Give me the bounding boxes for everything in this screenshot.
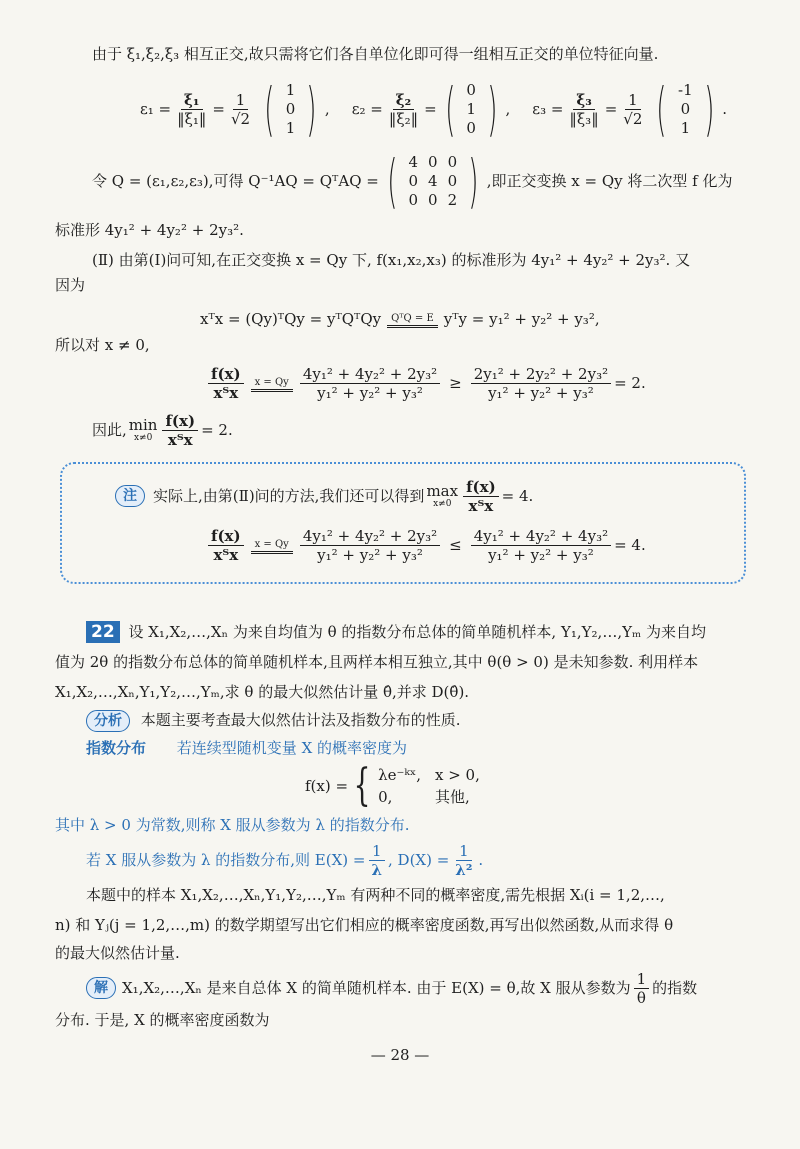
- exp-dist-line: 指数分布 若连续型随机变量 X 的概率密度为: [86, 739, 408, 757]
- moments-line: 若 X 服从参数为 λ 的指数分布,则 E(X) = $\frac{1}{\lambda}$ , D(X) = $\frac{1}{\text{λ²}}$ .: [86, 841, 484, 879]
- unit-vectors-formula: ε₁ = $\frac{\text{ξ₁}}{\text{‖ξ₁‖}}$ = $\frac{1}{√2}$ ( 1 0 1 ) , ε₂ = $\frac{\text{ξ₂}}{\text{‖ξ₂‖}}$ = ( 0 1 0 ) , ε₃ = $\frac{\text{ξ₃}}{\text{‖ξ₃‖}}$ = $\frac{1}{√2}$ ( -1 0 1 ) .: [140, 75, 728, 143]
- eps3-coef: $\frac{1}{√2}$: [623, 90, 643, 128]
- page-number: — 28 —: [370, 1046, 430, 1064]
- exp-dist-title: 指数分布: [86, 739, 147, 757]
- eps1-label: ε₁ =: [140, 100, 172, 118]
- eps2-fraction: $\frac{\text{ξ₂}}{\text{‖ξ₂‖}}$: [388, 90, 419, 128]
- question-22-line2: 值为 2θ 的指数分布总体的简单随机样本,且两样本相互独立,其中 θ(θ > 0) 是未知参数. 利用样本: [55, 653, 699, 671]
- eps1-coef: $\frac{1}{√2}$: [230, 90, 251, 128]
- solution-line: 解 X₁,X₂,…,Xₙ 是来自总体 X 的简单随机样本. 由于 E(X) = θ,故 X 服从参数为 $\frac{1}{\theta}$ 的指数: [86, 970, 697, 1006]
- solution-line2: 分布. 于是, X 的概率密度函数为: [55, 1011, 270, 1029]
- solution-tag: 解: [86, 977, 116, 999]
- text-line: 标准形 4y₁² + 4y₂² + 2y₃².: [55, 221, 244, 239]
- text-line: 所以对 x ≠ 0,: [55, 336, 150, 354]
- exp-dist-where: 其中 λ > 0 为常数,则称 X 服从参数为 λ 的指数分布.: [55, 816, 410, 834]
- analysis-tag: 分析: [86, 710, 130, 732]
- text-line: 由于 ξ₁,ξ₂,ξ₃ 相互正交,故只需将它们各自单位化即可得一组相互正交的单位特征向量.: [92, 45, 659, 63]
- density-piecewise: f(x) = { λe⁻ᵏˣ, x > 0, 0, 其他,: [305, 760, 480, 811]
- eps3-label: ε₃ =: [532, 100, 564, 118]
- eps2-label: ε₂ =: [351, 100, 383, 118]
- analysis-body-1: 本题中的样本 X₁,X₂,…,Xₙ,Y₁,Y₂,…,Yₘ 有两种不同的概率密度,需先根据 Xᵢ(i = 1,2,…,: [86, 886, 665, 904]
- ratio-inequality: $\frac{f(x)}{\text{xᵀx}}$ x = Qy $\frac{\text{4y₁² + 4y₂² + 2y₃²}}{\text{y₁² + y₂² + y₃²}}$ ≥ $\frac{\text{2y₁² + 2y₂² + 2y₃²}}{\text{y₁² + y₂² + y₃²}}$ = 2.: [205, 360, 646, 406]
- eps3-fraction: $\frac{\text{ξ₃}}{\text{‖ξ₃‖}}$: [569, 90, 599, 128]
- analysis-body-2: n) 和 Yⱼ(j = 1,2,…,m) 的数学期望写出它们相应的概率密度函数,再写出似然函数,从而求得 θ: [55, 916, 674, 934]
- analysis-line: 分析 本题主要考查最大似然估计法及指数分布的性质.: [86, 710, 461, 732]
- text-line: 因为: [55, 276, 86, 294]
- question-22-line1: 22 设 X₁,X₂,…,Xₙ 为来自均值为 θ 的指数分布总体的简单随机样本, Y₁,Y₂,…,Yₘ 为来自均: [86, 621, 706, 643]
- diagonal-matrix: ( 4 0 0 0 4 0 0 0 2 ): [387, 147, 479, 215]
- orthogonal-matrix-line: 令 Q = (ε₁,ε₂,ε₃),可得 Q⁻¹AQ = QᵀAQ = ( 4 0 0 0 4 0 0 0 2 ) ,即正交变换 x = Qy 将二次型 f 化为: [92, 147, 733, 215]
- xtx-equation: xᵀx = (Qy)ᵀQy = yᵀQᵀQy QᵀQ = E yᵀy = y₁² + y₂² + y₃²,: [200, 310, 600, 328]
- note-line: 注 实际上,由第(Ⅱ)问的方法,我们还可以得到 max x≠0 $\frac{f(x)}{\text{xᵀx}}$ = 4.: [115, 478, 533, 514]
- text-line: (Ⅱ) 由第(Ⅰ)问可知,在正交变换 x = Qy 下, f(x₁,x₂,x₃) 的标准形为 4y₁² + 4y₂² + 2y₃². 又: [92, 251, 691, 269]
- question-number: 22: [86, 621, 120, 643]
- eps1-vector: ( 1 0 1 ): [264, 75, 317, 143]
- note-inequality: $\frac{f(x)}{\text{xᵀx}}$ x = Qy $\frac{\text{4y₁² + 4y₂² + 2y₃²}}{\text{y₁² + y₂² + y₃²}}$ ≤ $\frac{\text{4y₁² + 4y₂² + 4y₃²}}{\text{y₁² + y₂² + y₃²}}$ = 4.: [205, 522, 646, 568]
- min-result: 因此, min x≠0 $\frac{f(x)}{\text{xᵀx}}$ = 2.: [92, 411, 233, 449]
- eps1-fraction: $\frac{\text{ξ₁}}{\text{‖ξ₁‖}}$: [177, 90, 207, 128]
- note-tag: 注: [115, 485, 145, 507]
- eps3-vector: ( -1 0 1 ): [656, 75, 715, 143]
- analysis-body-3: 的最大似然估计量.: [55, 944, 180, 962]
- eps2-vector: ( 0 1 0 ): [444, 75, 498, 143]
- question-22-line3: X₁,X₂,…,Xₙ,Y₁,Y₂,…,Yₘ,求 θ 的最大似然估计量 θ̂,并求 D(θ̂).: [55, 683, 470, 701]
